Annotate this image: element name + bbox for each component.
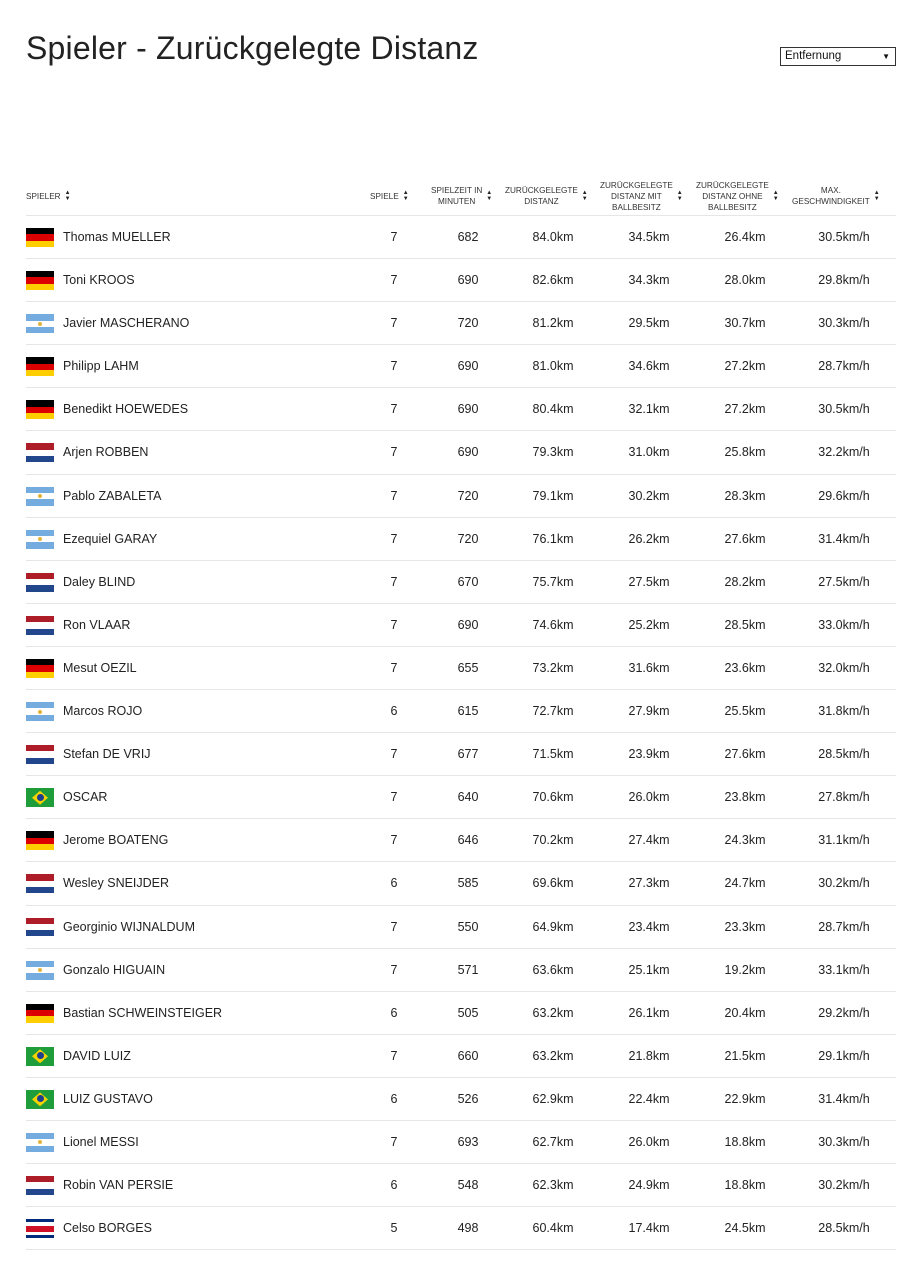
cell-max-speed: 29.1km/h <box>818 1048 870 1063</box>
cell-without-ball: 25.5km <box>724 704 766 719</box>
cell-minutes: 720 <box>457 531 479 546</box>
sort-header-minutes[interactable] <box>431 176 492 216</box>
flag-argentina-icon <box>26 487 54 506</box>
cell-distance: 69.6km <box>532 876 574 891</box>
flag-stripe <box>26 284 54 290</box>
cell-max-speed: 31.4km/h <box>818 1091 870 1106</box>
cell-max-speed: 31.8km/h <box>818 704 870 719</box>
cell-distance: 62.3km <box>532 1178 574 1193</box>
table-row <box>26 776 896 819</box>
flag-argentina-icon <box>26 1133 54 1152</box>
cell-max-speed: 28.7km/h <box>818 919 870 934</box>
cell-without-ball: 25.8km <box>724 445 766 460</box>
flag-stripe <box>26 499 54 505</box>
flag-costa-rica-icon <box>26 1219 54 1238</box>
cell-minutes: 660 <box>457 1048 479 1063</box>
cell-minutes: 655 <box>457 660 479 675</box>
cell-minutes: 682 <box>457 230 479 244</box>
player-distance-table <box>26 176 896 1250</box>
flag-stripe <box>26 1235 54 1238</box>
cell-max-speed: 32.2km/h <box>818 445 870 460</box>
cell-with-ball: 34.6km <box>628 359 670 374</box>
cell-distance: 73.2km <box>532 660 574 675</box>
flag-globe <box>37 1052 44 1059</box>
cell-minutes: 720 <box>457 316 479 331</box>
cell-minutes: 585 <box>457 876 479 891</box>
cell-minutes: 690 <box>457 445 479 460</box>
cell-player-name[interactable]: Stefan DE VRIJ <box>63 747 151 762</box>
distance-type-select[interactable] <box>780 47 896 66</box>
cell-games: 7 <box>390 962 398 977</box>
cell-games: 7 <box>390 747 398 762</box>
cell-player-name[interactable]: Benedikt HOEWEDES <box>63 402 189 417</box>
cell-minutes: 720 <box>457 488 479 503</box>
cell-max-speed: 30.2km/h <box>818 876 870 891</box>
cell-with-ball: 34.3km <box>628 273 670 288</box>
sort-arrows-icon: ▲ ▼ <box>64 190 71 202</box>
cell-player-name[interactable]: OSCAR <box>63 790 108 805</box>
cell-without-ball: 20.4km <box>724 1005 766 1020</box>
cell-distance: 75.7km <box>532 574 574 589</box>
sort-arrows-icon: ▲ ▼ <box>676 190 683 202</box>
cell-games: 7 <box>390 359 398 374</box>
flag-brazil-icon <box>26 1090 54 1109</box>
sort-arrows-icon: ▲ ▼ <box>873 190 880 202</box>
table-row <box>26 819 896 862</box>
cell-minutes: 646 <box>457 833 479 848</box>
cell-without-ball: 24.7km <box>724 876 766 891</box>
cell-max-speed: 30.5km/h <box>818 402 870 417</box>
flag-stripe <box>26 413 54 419</box>
cell-games: 6 <box>390 876 398 891</box>
cell-distance: 81.2km <box>532 316 574 331</box>
flag-argentina-icon <box>26 314 54 333</box>
cell-without-ball: 27.2km <box>724 359 766 374</box>
header-line: ZURÜCKGELEGTE <box>505 186 578 195</box>
header-line: MAX. <box>820 186 841 195</box>
sort-arrows-icon: ▲ ▼ <box>581 190 588 202</box>
header-line: GESCHWINDIGKEIT <box>792 197 870 206</box>
table-row <box>26 518 896 561</box>
cell-distance: 72.7km <box>532 704 574 719</box>
cell-player-name[interactable]: Ezequiel GARAY <box>63 531 158 546</box>
cell-with-ball: 17.4km <box>628 1221 670 1236</box>
flag-globe <box>37 1095 44 1102</box>
cell-with-ball: 24.9km <box>628 1178 670 1193</box>
cell-with-ball: 30.2km <box>628 488 670 503</box>
cell-without-ball: 24.5km <box>724 1221 766 1236</box>
cell-without-ball: 28.0km <box>724 273 766 288</box>
cell-games: 6 <box>390 704 398 719</box>
cell-player-name[interactable]: Celso BORGES <box>63 1221 152 1236</box>
cell-games: 7 <box>390 790 398 805</box>
table-row <box>26 604 896 647</box>
cell-minutes: 677 <box>457 747 479 762</box>
cell-without-ball: 23.6km <box>724 660 766 675</box>
cell-player-name[interactable]: Georginio WIJNALDUM <box>63 919 195 934</box>
cell-player-name[interactable]: DAVID LUIZ <box>63 1048 131 1063</box>
cell-games: 6 <box>390 1091 398 1106</box>
cell-without-ball: 28.5km <box>724 617 766 632</box>
header-line: ZURÜCKGELEGTE <box>696 180 769 190</box>
cell-without-ball: 24.3km <box>724 833 766 848</box>
cell-with-ball: 22.4km <box>628 1091 670 1106</box>
table-row <box>26 690 896 733</box>
cell-without-ball: 28.2km <box>724 574 766 589</box>
cell-player-name[interactable]: Ron VLAAR <box>63 617 131 632</box>
cell-max-speed: 30.3km/h <box>818 1134 870 1149</box>
cell-with-ball: 26.0km <box>628 790 670 805</box>
sort-header-distance[interactable] <box>505 176 588 216</box>
cell-with-ball: 25.1km <box>628 962 670 977</box>
header-line: DISTANZ OHNE <box>702 191 763 201</box>
flag-netherlands-icon <box>26 874 54 893</box>
cell-player-name[interactable]: Daley BLIND <box>63 574 136 589</box>
cell-games: 7 <box>390 316 398 331</box>
cell-games: 7 <box>390 1048 398 1063</box>
cell-player-name[interactable]: LUIZ GUSTAVO <box>63 1091 153 1106</box>
header-line: BALLBESITZ <box>708 202 757 212</box>
cell-distance: 62.9km <box>532 1091 574 1106</box>
flag-stripe <box>26 629 54 635</box>
cell-games: 7 <box>390 230 398 244</box>
cell-player-name[interactable]: Pablo ZABALETA <box>63 488 162 503</box>
cell-games: 7 <box>390 574 398 589</box>
table-row <box>26 1035 896 1078</box>
cell-player-name[interactable]: Gonzalo HIGUAIN <box>63 962 166 977</box>
cell-player-name[interactable]: Lionel MESSI <box>63 1134 139 1149</box>
cell-without-ball: 18.8km <box>724 1178 766 1193</box>
cell-distance: 80.4km <box>532 402 574 417</box>
cell-player-name[interactable]: Javier MASCHERANO <box>63 316 190 331</box>
header-label: SPIELER <box>26 191 61 201</box>
cell-minutes: 505 <box>457 1005 479 1020</box>
cell-minutes: 670 <box>457 574 479 589</box>
cell-distance: 70.2km <box>532 833 574 848</box>
table-row <box>26 1207 896 1250</box>
cell-player-name[interactable]: Toni KROOS <box>63 273 135 288</box>
flag-germany-icon <box>26 357 54 376</box>
cell-games: 6 <box>390 1005 398 1020</box>
cell-max-speed: 33.0km/h <box>818 617 870 632</box>
cell-max-speed: 32.0km/h <box>818 660 870 675</box>
caret-down-icon: ▼ <box>882 52 890 61</box>
cell-games: 7 <box>390 488 398 503</box>
table-row <box>26 345 896 388</box>
header-label <box>505 185 578 207</box>
cell-minutes: 498 <box>457 1221 479 1236</box>
cell-player-name[interactable]: Philipp LAHM <box>63 359 139 374</box>
flag-stripe <box>26 370 54 376</box>
select-value: Entfernung <box>785 50 842 62</box>
cell-max-speed: 29.8km/h <box>818 273 870 288</box>
cell-with-ball: 27.5km <box>628 574 670 589</box>
cell-player-name[interactable]: Thomas MUELLER <box>63 230 171 244</box>
flag-netherlands-icon <box>26 1176 54 1195</box>
header-line: MINUTEN <box>437 197 476 206</box>
flag-sun <box>38 322 42 326</box>
cell-with-ball: 29.5km <box>628 316 670 331</box>
cell-without-ball: 30.7km <box>724 316 766 331</box>
cell-with-ball: 31.0km <box>628 445 670 460</box>
cell-max-speed: 29.6km/h <box>818 488 870 503</box>
cell-distance: 63.2km <box>532 1048 574 1063</box>
cell-distance: 82.6km <box>532 273 574 288</box>
cell-max-speed: 28.7km/h <box>818 359 870 374</box>
flag-sun <box>38 710 42 714</box>
cell-max-speed: 30.2km/h <box>818 1178 870 1193</box>
flag-netherlands-icon <box>26 573 54 592</box>
header-line: ZURÜCKGELEGTE <box>600 180 673 190</box>
flag-stripe <box>26 1016 54 1022</box>
flag-argentina-icon <box>26 702 54 721</box>
table-row <box>26 1121 896 1164</box>
header-line: DISTANZ <box>524 197 559 206</box>
cell-player-name[interactable]: Jerome BOATENG <box>63 833 169 848</box>
cell-minutes: 690 <box>457 359 479 374</box>
flag-stripe <box>26 1146 54 1152</box>
flag-germany-icon <box>26 271 54 290</box>
flag-stripe <box>26 672 54 678</box>
cell-with-ball: 31.6km <box>628 660 670 675</box>
header-label: SPIELE <box>370 191 399 201</box>
page-title: Spieler - Zurückgelegte Distanz <box>26 30 479 66</box>
flag-brazil-icon <box>26 788 54 807</box>
cell-distance: 79.3km <box>532 445 574 460</box>
flag-germany-icon <box>26 1004 54 1023</box>
cell-distance: 60.4km <box>532 1221 574 1236</box>
table-row <box>26 1164 896 1207</box>
table-row <box>26 259 896 302</box>
cell-with-ball: 26.0km <box>628 1134 670 1149</box>
cell-max-speed: 27.5km/h <box>818 574 870 589</box>
table-body <box>26 216 896 1250</box>
cell-with-ball: 23.4km <box>628 919 670 934</box>
table-row <box>26 216 896 259</box>
sort-header-player[interactable] <box>26 176 71 216</box>
cell-distance: 79.1km <box>532 488 574 503</box>
flag-stripe <box>26 585 54 591</box>
cell-without-ball: 23.8km <box>724 790 766 805</box>
flag-stripe <box>26 327 54 333</box>
cell-minutes: 690 <box>457 617 479 632</box>
cell-max-speed: 30.3km/h <box>818 316 870 331</box>
cell-without-ball: 21.5km <box>724 1048 766 1063</box>
cell-with-ball: 26.2km <box>628 531 670 546</box>
cell-minutes: 690 <box>457 273 479 288</box>
cell-distance: 63.2km <box>532 1005 574 1020</box>
flag-germany-icon <box>26 400 54 419</box>
cell-without-ball: 19.2km <box>724 962 766 977</box>
cell-distance: 71.5km <box>532 747 574 762</box>
flag-stripe <box>26 758 54 764</box>
flag-netherlands-icon <box>26 745 54 764</box>
cell-max-speed: 28.5km/h <box>818 747 870 762</box>
table-row <box>26 388 896 431</box>
cell-minutes: 693 <box>457 1134 479 1149</box>
cell-with-ball: 25.2km <box>628 617 670 632</box>
cell-distance: 70.6km <box>532 790 574 805</box>
table-row <box>26 561 896 604</box>
flag-stripe <box>26 887 54 893</box>
cell-minutes: 640 <box>457 790 479 805</box>
cell-max-speed: 27.8km/h <box>818 790 870 805</box>
cell-minutes: 548 <box>457 1178 479 1193</box>
table-header <box>26 176 896 216</box>
cell-games: 6 <box>390 1178 398 1193</box>
cell-distance: 84.0km <box>532 230 574 244</box>
flag-stripe <box>26 973 54 979</box>
cell-player-name[interactable]: Arjen ROBBEN <box>63 445 149 460</box>
cell-player-name[interactable]: Mesut OEZIL <box>63 660 137 675</box>
cell-with-ball: 21.8km <box>628 1048 670 1063</box>
sort-header-with-ball[interactable] <box>600 176 683 216</box>
cell-distance: 64.9km <box>532 919 574 934</box>
cell-with-ball: 27.4km <box>628 833 670 848</box>
flag-stripe <box>26 1189 54 1195</box>
cell-games: 7 <box>390 1134 398 1149</box>
cell-without-ball: 27.6km <box>724 747 766 762</box>
flag-argentina-icon <box>26 530 54 549</box>
sort-header-max-speed[interactable] <box>792 176 880 216</box>
header-label <box>600 180 673 213</box>
cell-without-ball: 22.9km <box>724 1091 766 1106</box>
sort-header-games[interactable] <box>370 176 409 216</box>
cell-max-speed: 31.4km/h <box>818 531 870 546</box>
cell-minutes: 550 <box>457 919 479 934</box>
table-row <box>26 862 896 905</box>
cell-with-ball: 34.5km <box>628 230 670 244</box>
flag-argentina-icon <box>26 961 54 980</box>
flag-stripe <box>26 241 54 247</box>
sort-header-without-ball[interactable] <box>696 176 779 216</box>
cell-without-ball: 26.4km <box>724 230 766 244</box>
cell-max-speed: 30.5km/h <box>818 230 870 244</box>
cell-games: 7 <box>390 273 398 288</box>
sort-arrows-icon: ▲ ▼ <box>772 190 779 202</box>
table-row <box>26 475 896 518</box>
cell-with-ball: 27.9km <box>628 704 670 719</box>
cell-games: 7 <box>390 919 398 934</box>
flag-stripe <box>26 715 54 721</box>
table-row <box>26 431 896 474</box>
flag-germany-icon <box>26 831 54 850</box>
table-row <box>26 906 896 949</box>
cell-games: 7 <box>390 531 398 546</box>
cell-with-ball: 27.3km <box>628 876 670 891</box>
cell-games: 7 <box>390 833 398 848</box>
cell-distance: 76.1km <box>532 531 574 546</box>
sort-arrows-icon: ▲ ▼ <box>402 190 409 202</box>
flag-netherlands-icon <box>26 443 54 462</box>
cell-max-speed: 28.5km/h <box>818 1221 870 1236</box>
flag-netherlands-icon <box>26 616 54 635</box>
cell-minutes: 571 <box>457 962 479 977</box>
cell-without-ball: 23.3km <box>724 919 766 934</box>
cell-with-ball: 23.9km <box>628 747 670 762</box>
header-label <box>696 180 769 213</box>
header-line: BALLBESITZ <box>612 202 661 212</box>
flag-stripe <box>26 542 54 548</box>
cell-without-ball: 18.8km <box>724 1134 766 1149</box>
flag-stripe <box>26 844 54 850</box>
header-label <box>792 185 870 207</box>
flag-stripe <box>26 930 54 936</box>
cell-max-speed: 29.2km/h <box>818 1005 870 1020</box>
cell-max-speed: 31.1km/h <box>818 833 870 848</box>
cell-games: 7 <box>390 660 398 675</box>
flag-stripe <box>26 456 54 462</box>
cell-minutes: 526 <box>457 1091 479 1106</box>
cell-games: 5 <box>390 1221 398 1236</box>
cell-without-ball: 28.3km <box>724 488 766 503</box>
cell-games: 7 <box>390 402 398 417</box>
header-line: SPIELZEIT IN <box>431 186 483 195</box>
table-row <box>26 992 896 1035</box>
flag-netherlands-icon <box>26 918 54 937</box>
cell-player-name[interactable]: Bastian SCHWEINSTEIGER <box>63 1005 223 1020</box>
cell-distance: 63.6km <box>532 962 574 977</box>
cell-minutes: 615 <box>457 704 479 719</box>
cell-with-ball: 32.1km <box>628 402 670 417</box>
table-row <box>26 647 896 690</box>
cell-distance: 81.0km <box>532 359 574 374</box>
flag-globe <box>37 794 44 801</box>
cell-player-name[interactable]: Marcos ROJO <box>63 704 143 719</box>
table-row <box>26 1078 896 1121</box>
cell-without-ball: 27.2km <box>724 402 766 417</box>
cell-games: 7 <box>390 445 398 460</box>
table-row <box>26 733 896 776</box>
cell-minutes: 690 <box>457 402 479 417</box>
flag-germany-icon <box>26 228 54 247</box>
cell-distance: 74.6km <box>532 617 574 632</box>
table-row <box>26 949 896 992</box>
header-line: DISTANZ MIT <box>611 191 662 201</box>
sort-arrows-icon: ▲ ▼ <box>486 190 493 202</box>
flag-brazil-icon <box>26 1047 54 1066</box>
header-label <box>431 185 482 207</box>
cell-player-name[interactable]: Robin VAN PERSIE <box>63 1178 174 1193</box>
cell-games: 7 <box>390 617 398 632</box>
cell-distance: 62.7km <box>532 1134 574 1149</box>
table-row <box>26 302 896 345</box>
cell-player-name[interactable]: Wesley SNEIJDER <box>63 876 170 891</box>
cell-with-ball: 26.1km <box>628 1005 670 1020</box>
flag-germany-icon <box>26 659 54 678</box>
cell-max-speed: 33.1km/h <box>818 962 870 977</box>
cell-without-ball: 27.6km <box>724 531 766 546</box>
